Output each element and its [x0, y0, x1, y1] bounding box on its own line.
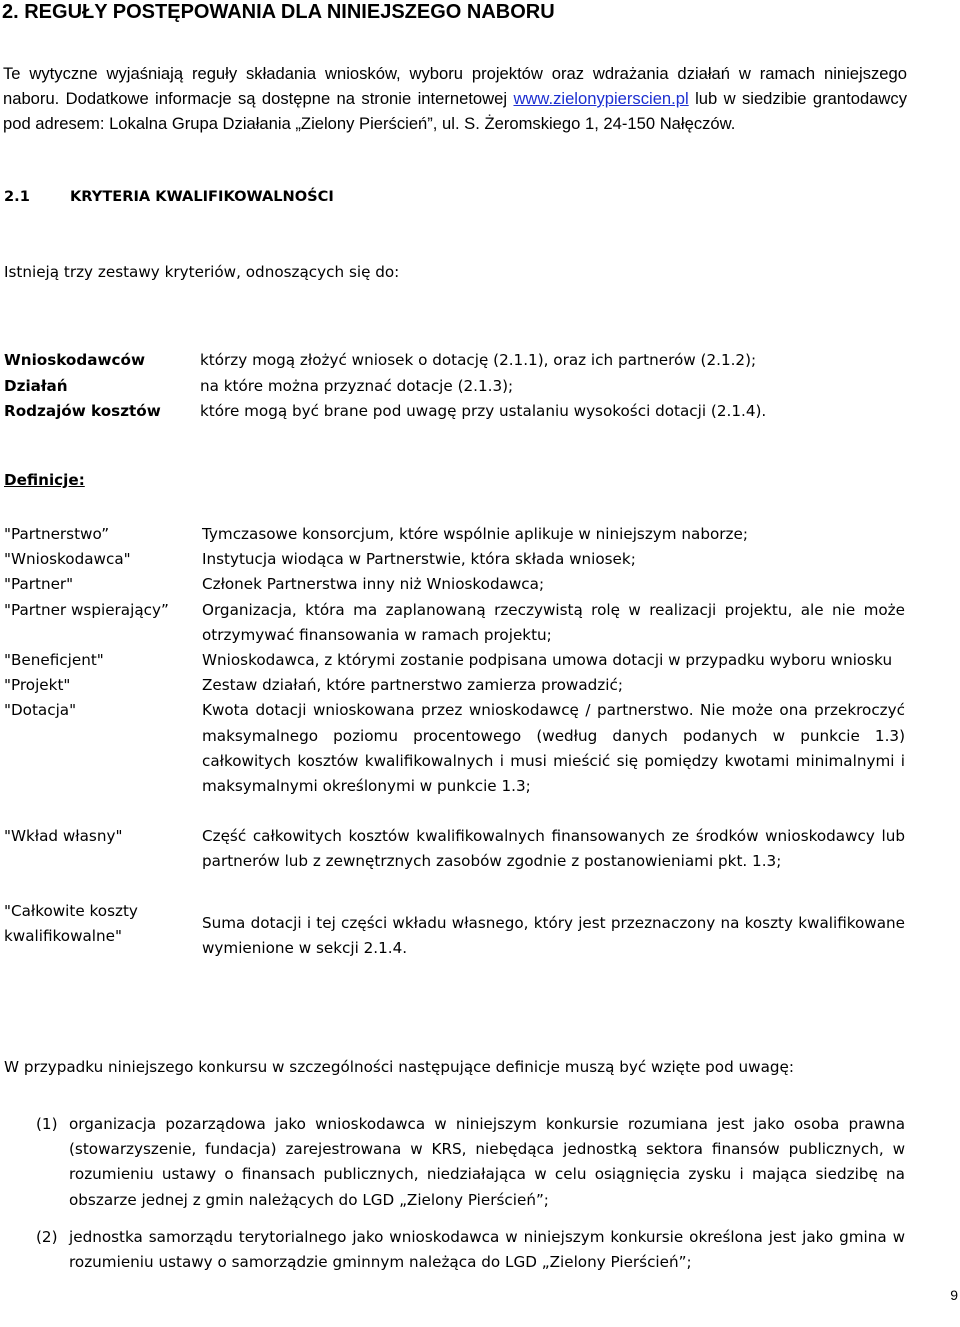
definition-row [4, 698, 905, 799]
definition-desc: Kwota dotacji wnioskowana przez wnioskodawcę / partnerstwo. Nie może ona przekroczyć maksymalnego poziomu procentowego (według danych podanych w punkcie 1.3) całkowitych kosztów kwalifikowalnych i musi mieścić się pomiędzy kwotami minimalnymi i maksymalnymi określonymi w punkcie 1.3; [202, 701, 905, 796]
list-item-number: (2) [36, 1227, 58, 1246]
criteria-row [4, 348, 944, 374]
definition-term: "Wnioskodawca" [4, 550, 131, 569]
intro-paragraph [3, 61, 907, 136]
list-item-number: (1) [36, 1115, 58, 1133]
definition-desc: Wnioskodawca, z którymi zostanie podpisana umowa dotacji w przypadku wyboru wniosku [202, 651, 893, 670]
criteria-term: Wnioskodawców [4, 351, 145, 369]
list-item [4, 1225, 905, 1275]
page-number: 9 [950, 1287, 958, 1303]
criteria-list [4, 348, 944, 425]
definition-row [4, 522, 905, 547]
definition-row [4, 598, 905, 648]
criteria-term: Rodzajów kosztów [4, 402, 161, 420]
numbered-list [4, 1112, 905, 1275]
criteria-desc: na które można przyznać dotacje (2.1.3); [200, 376, 514, 395]
definition-term: "Partnerstwo” [4, 525, 110, 543]
definition-term: "Dotacja" [4, 701, 77, 720]
definition-desc: Zestaw działań, które partnerstwo zamierza prowadzić; [202, 676, 623, 695]
section-title: KRYTERIA KWALIFIKOWALNOŚCI [70, 188, 334, 205]
criteria-lead: Istnieją trzy zestawy kryteriów, odnoszących się do: [4, 263, 400, 281]
list-item-text: jednostka samorządu terytorialnego jako wnioskodawca w niniejszym konkursie określona jest jako gmina w rozumieniu ustawy o samorządzie gminnym należąca do LGD „Zielony Pierścień”; [69, 1227, 905, 1272]
definition-desc: Instytucja wiodąca w Partnerstwie, która składa wniosek; [202, 550, 636, 569]
definition-desc: Suma dotacji i tej części wkładu własnego, który jest przeznaczony na koszty kwalifikowane wymienione w sekcji 2.1.4. [202, 913, 905, 957]
definition-term: "Projekt" [4, 676, 71, 695]
intro-text-part2: lub w siedzibie grantodawcy pod adresem: Lokalna Grupa Działania „Zielony Pierścień”, ul. S. Żeromskiego 1, 24-150 Nałęczów. [3, 89, 907, 133]
definition-term: "Wkład własny" [4, 827, 123, 846]
definition-desc: Członek Partnerstwa inny niż Wnioskodawca; [202, 575, 545, 594]
definition-desc: Organizacja, która ma zaplanowaną rzeczywistą rolę w realizacji projektu, ale nie może otrzymywać finansowania w ramach projektu; [202, 600, 905, 644]
conclusion-paragraph: W przypadku niniejszego konkursu w szczególności następujące definicje muszą być wzięte pod uwagę: [4, 1058, 794, 1076]
criteria-row [4, 399, 944, 425]
definitions-title: Definicje: [4, 471, 85, 489]
definition-row [4, 648, 905, 673]
intro-text-part1: Te wytyczne wyjaśniają reguły składania wniosków, wyboru projektów oraz wdrażania działań w ramach niniejszego naboru. Dodatkowe informacje są dostępne na stronie internetowej [3, 64, 907, 108]
definitions-list [4, 522, 905, 961]
definition-row [4, 572, 905, 597]
definition-row [4, 824, 905, 874]
website-link[interactable]: www.zielonypierscien.pl [513, 89, 689, 108]
criteria-desc: które mogą być brane pod uwagę przy ustalaniu wysokości dotacji (2.1.4). [200, 402, 767, 420]
definition-row [4, 673, 905, 698]
definition-desc: Część całkowitych kosztów kwalifikowalnych finansowanych ze środków wnioskodawcy lub partnerów lub z zewnętrznych zasobów zgodnie z postanowieniami pkt. 1.3; [202, 827, 905, 871]
definition-term: "Całkowite koszty kwalifikowalne" [4, 901, 138, 945]
definition-term: "Partner wspierający” [4, 600, 169, 619]
criteria-term: Działań [4, 376, 68, 395]
definition-term: "Beneficjent" [4, 651, 104, 670]
list-item [4, 1112, 905, 1213]
list-item-text: organizacja pozarządowa jako wnioskodawca w niniejszym konkursie rozumiana jest jako osoba prawna (stowarzyszenie, fundacja) zarejestrowana w KRS, niebędąca jednostką sektora finansów publicznych, w rozumieniu ustawy o finansach publicznych, niedziałająca w celu osiągnięcia zysku i mająca siedzibę na obszarze jednej z gmin należących do LGD „Zielony Pierścień”; [69, 1115, 905, 1209]
section-heading [4, 186, 904, 208]
criteria-desc: którzy mogą złożyć wniosek o dotację (2.1.1), oraz ich partnerów (2.1.2); [200, 351, 757, 369]
definition-desc: Tymczasowe konsorcjum, które wspólnie aplikuje w niniejszym naborze; [202, 525, 748, 543]
section-number: 2.1 [4, 188, 30, 205]
chapter-heading: 2. REGUŁY POSTĘPOWANIA DLA NINIEJSZEGO NABORU [2, 1, 555, 23]
criteria-row [4, 374, 944, 400]
definition-row [4, 899, 905, 961]
definition-row [4, 547, 905, 572]
definition-term: "Partner" [4, 575, 74, 594]
